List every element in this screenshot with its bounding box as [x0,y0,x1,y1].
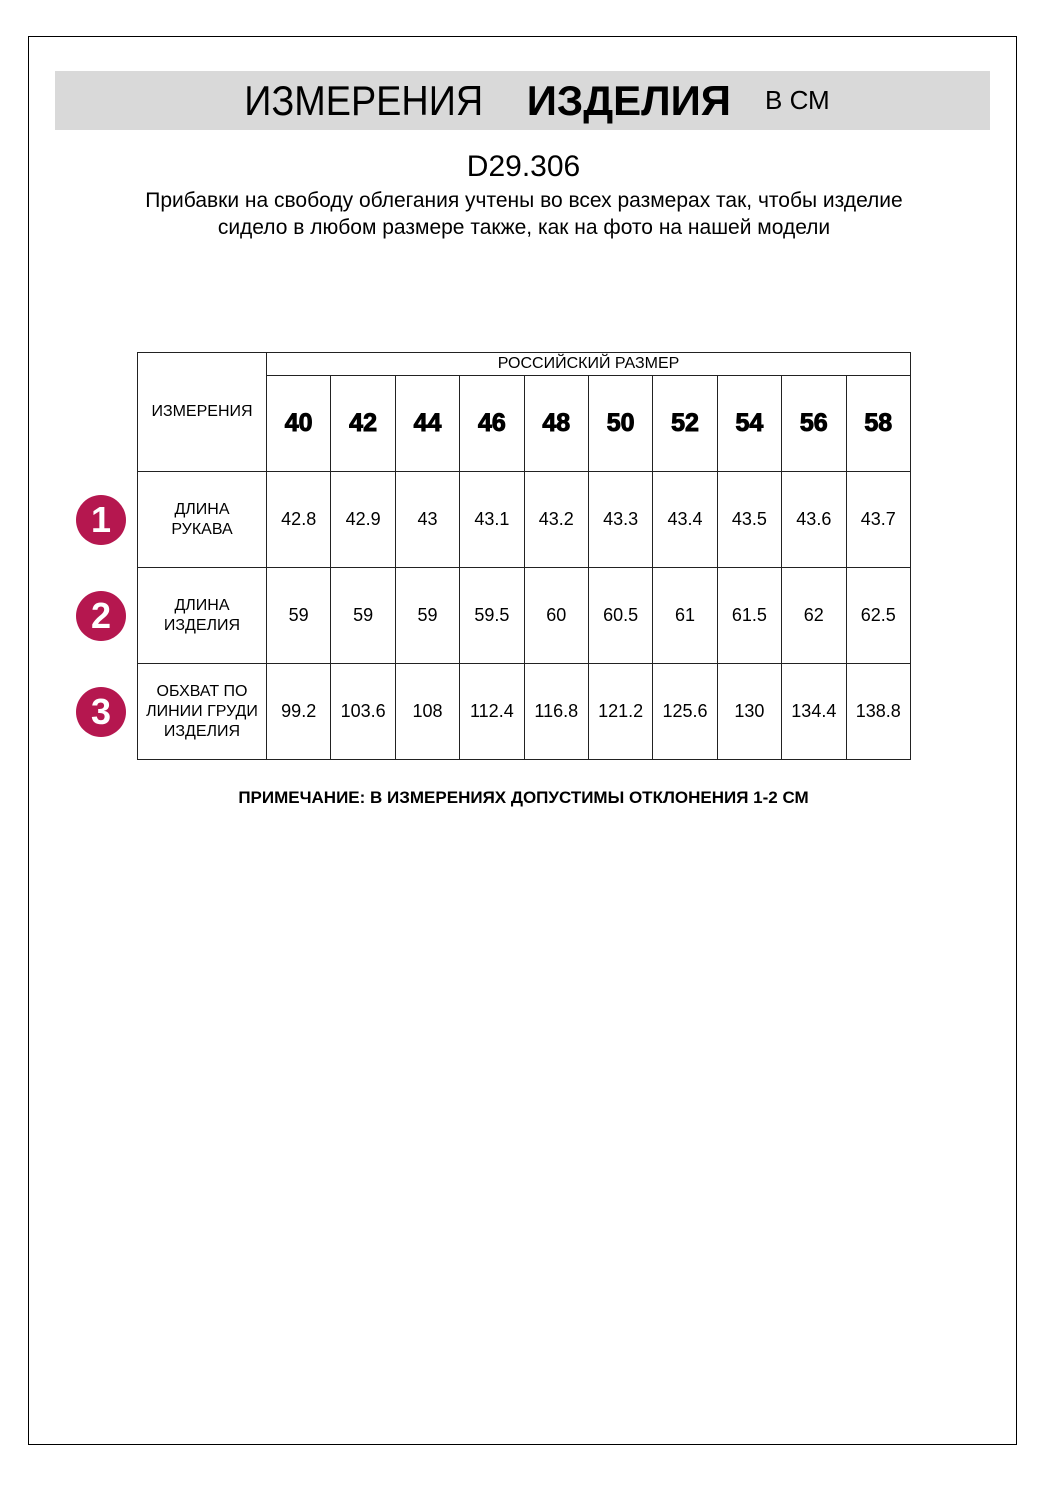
note: ПРИМЕЧАНИЕ: В ИЗМЕРЕНИЯХ ДОПУСТИМЫ ОТКЛОНЕНИЯ 1-2 СМ [238,788,809,807]
table-row [138,568,911,664]
size-header: 40 [267,376,331,472]
measurement-cell: 108 [395,664,459,760]
measurement-cell: 43.3 [588,472,652,568]
measurement-cell: 130 [717,664,781,760]
description: Прибавки на свободу облегания учтены во всех размерах так, чтобы изделие сидело в любом размере также, как на фото на нашей модели [145,189,903,239]
group-label: РОССИЙСКИЙ РАЗМЕР [267,353,911,376]
measurement-cell: 121.2 [588,664,652,760]
measurement-cell: 116.8 [524,664,588,760]
measurement-cell: 59 [395,568,459,664]
measurement-cell: 59 [267,568,331,664]
measurement-cell: 59.5 [460,568,524,664]
measurement-cell: 99.2 [267,664,331,760]
row-label: ДЛИНА ИЗДЕЛИЯ [138,568,267,664]
measurement-cell: 125.6 [653,664,717,760]
corner-label: ИЗМЕРЕНИЯ [138,353,267,472]
row-number-badge: 3 [76,687,126,737]
measurement-cell: 61 [653,568,717,664]
size-header: 42 [331,376,395,472]
measurement-cell: 43.1 [460,472,524,568]
row-number-badge: 2 [76,591,126,641]
size-header: 58 [846,376,911,472]
row-label: ДЛИНА РУКАВА [138,472,267,568]
measurement-cell: 43.7 [846,472,911,568]
measurement-cell: 60 [524,568,588,664]
measurement-cell: 62 [782,568,846,664]
page-title [0,71,1061,130]
measurement-cell: 134.4 [782,664,846,760]
size-header: 54 [717,376,781,472]
measurement-cell: 43.2 [524,472,588,568]
measurement-cell: 43 [395,472,459,568]
size-table [137,352,911,760]
measurement-cell: 112.4 [460,664,524,760]
measurement-cell: 42.8 [267,472,331,568]
size-header: 44 [395,376,459,472]
title-regular: ИЗМЕРЕНИЯ [244,76,484,124]
table-row [138,472,911,568]
title-unit: В СМ [765,85,830,115]
measurement-cell: 103.6 [331,664,395,760]
row-number-badge: 1 [76,495,126,545]
measurement-cell: 42.9 [331,472,395,568]
measurement-cell: 138.8 [846,664,911,760]
article-code: D29.306 [466,150,581,183]
measurement-cell: 62.5 [846,568,911,664]
measurement-cell: 61.5 [717,568,781,664]
measurement-cell: 43.6 [782,472,846,568]
size-header: 46 [460,376,524,472]
measurement-cell: 43.5 [717,472,781,568]
size-header: 56 [782,376,846,472]
table-row [138,664,911,760]
measurement-cell: 59 [331,568,395,664]
title-bold: ИЗДЕЛИЯ [526,76,731,124]
size-header: 50 [588,376,652,472]
size-header: 48 [524,376,588,472]
size-header: 52 [653,376,717,472]
measurement-cell: 43.4 [653,472,717,568]
measurement-cell: 60.5 [588,568,652,664]
row-label: ОБХВАТ ПО ЛИНИИ ГРУДИ ИЗДЕЛИЯ [138,664,267,760]
